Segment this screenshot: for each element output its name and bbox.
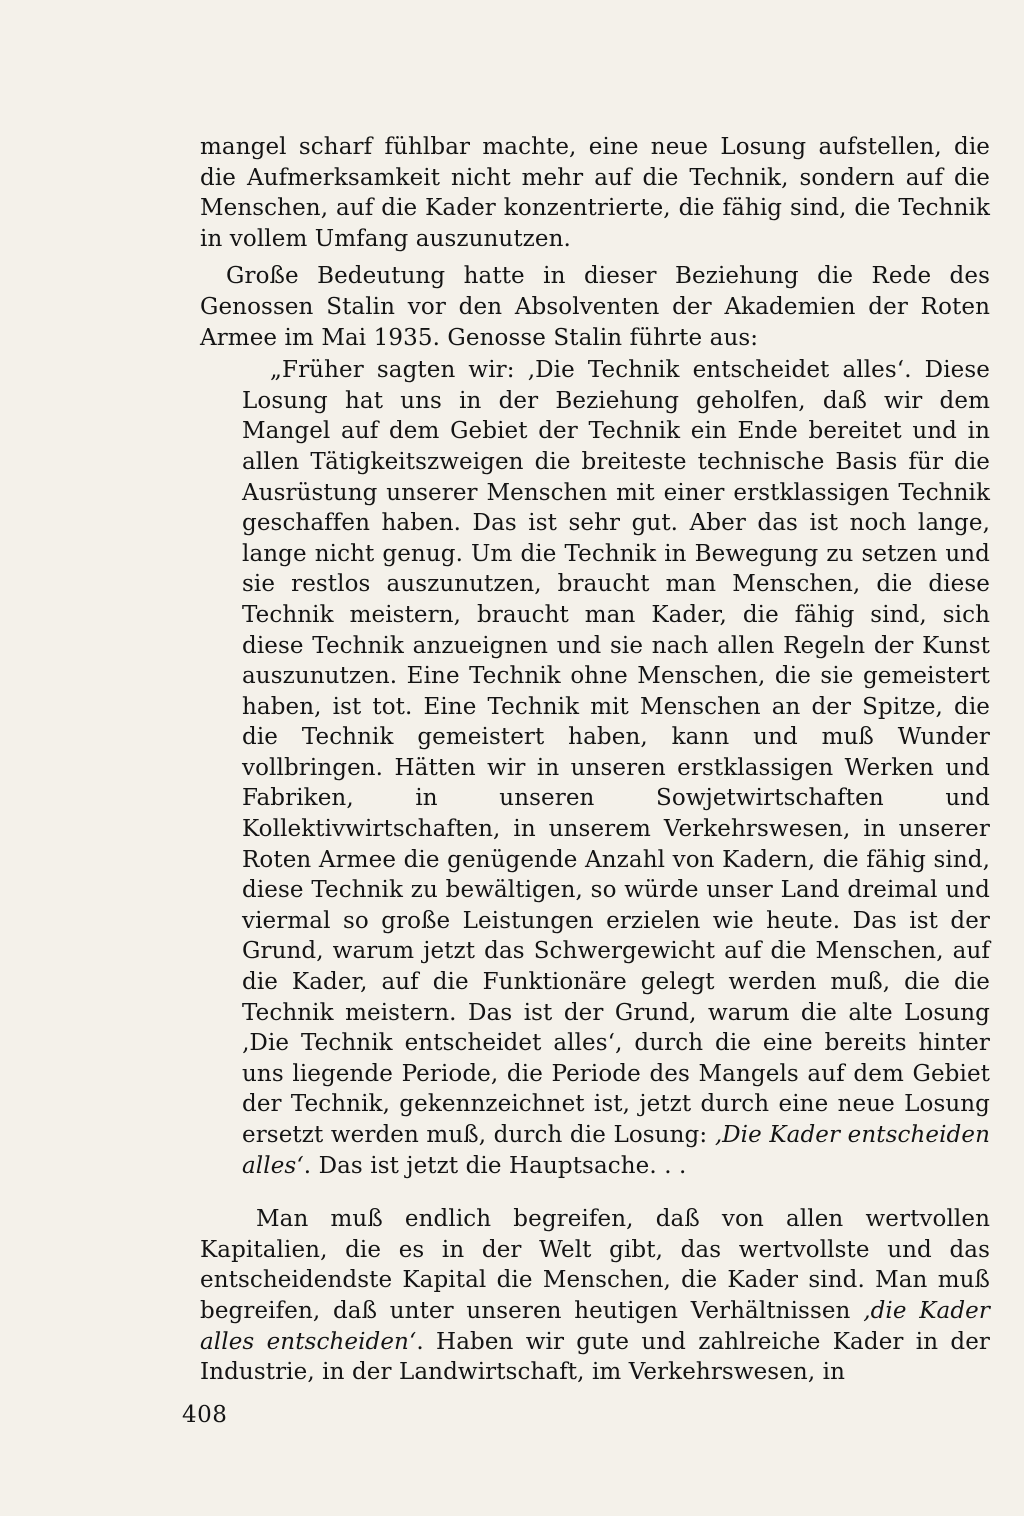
page-number: 408 xyxy=(182,1402,228,1428)
body-text xyxy=(200,132,990,1388)
quote-emphasis: ‚Die Kader entscheiden alles‘ xyxy=(242,1122,990,1179)
paragraph-continued: mangel scharf fühlbar machte, eine neue Losung aufstellen, die die Aufmerksamkeit nicht mehr auf die Technik, sondern auf die Menschen, auf die Kader konzentrierte, die fähig sind, die Technik in vollem Umfang auszunutzen. xyxy=(200,134,990,252)
quote-text: „Früher sagten wir: ‚Die Technik entscheidet alles‘. Diese Losung hat uns in der Beziehung geholfen, daß wir dem Mangel auf dem Gebiet der Technik ein Ende bereitet und in allen Tätigkeitszweigen die breiteste technische Basis für die Ausrüstung unserer Menschen mit einer erstklassigen Technik geschaffen haben. Das ist sehr gut. Aber das ist noch lange, lange nicht genug. Um die Technik in Bewegung zu setzen und sie restlos auszunutzen, braucht man Menschen, die diese Technik meistern, braucht man Kader, die fähig sind, sich diese Technik anzueignen und sie nach allen Regeln der Kunst auszunutzen. Eine Technik ohne Menschen, die sie gemeistert haben, ist tot. Eine Technik mit Menschen an der Spitze, die die Technik gemeistert haben, kann und muß Wunder vollbringen. Hätten wir in unseren erstklassigen Werken und Fabriken, in unseren Sowjetwirtschaften und Kollektivwirtschaften, in unserem Verkehrswesen, in unserer Roten Armee die genügende Anzahl von Kadern, die fähig sind, diese Technik zu bewältigen, so würde unser Land dreimal und viermal so große Leistungen erzielen wie heute. Das ist der Grund, warum jetzt das Schwergewicht auf die Menschen, auf die Kader, auf die Funktionäre gelegt werden muß, die die Technik meistern. Das ist der Grund, warum die alte Losung ‚Die Technik entscheidet alles‘, durch die eine bereits hinter uns liegende Periode, die Periode des Mangels auf dem Gebiet der Technik, gekennzeichnet ist, jetzt durch eine neue Losung ersetzt werden muß, durch die Losung: xyxy=(242,357,990,1148)
paragraph-text: Man muß endlich begreifen, daß von allen wertvollen Kapitalien, die es in der Welt gibt, das wertvollste und das entscheidendste Kapital die Menschen, die Kader sind. Man muß begreifen, daß unter unseren heutigen Verhältnissen xyxy=(200,1206,990,1324)
paragraph-text-end: . Haben wir gute und zahlreiche Kader in der Industrie, in der Landwirtschaft, im Verkehrswesen, in xyxy=(200,1328,990,1386)
block-quote xyxy=(242,355,990,1181)
paragraph-stalin-speech-intro: Große Bedeutung hatte in dieser Beziehung die Rede des Genossen Stalin vor den Absolventen der Akademien der Roten Armee im Mai 1935. Genosse Stalin führte aus: xyxy=(200,263,990,351)
quote-text-end: . Das ist jetzt die Hauptsache. . . xyxy=(303,1152,687,1179)
paragraph-cadres xyxy=(200,1204,990,1388)
paragraph-emphasis: ‚die Kader alles entscheiden‘ xyxy=(200,1297,990,1355)
